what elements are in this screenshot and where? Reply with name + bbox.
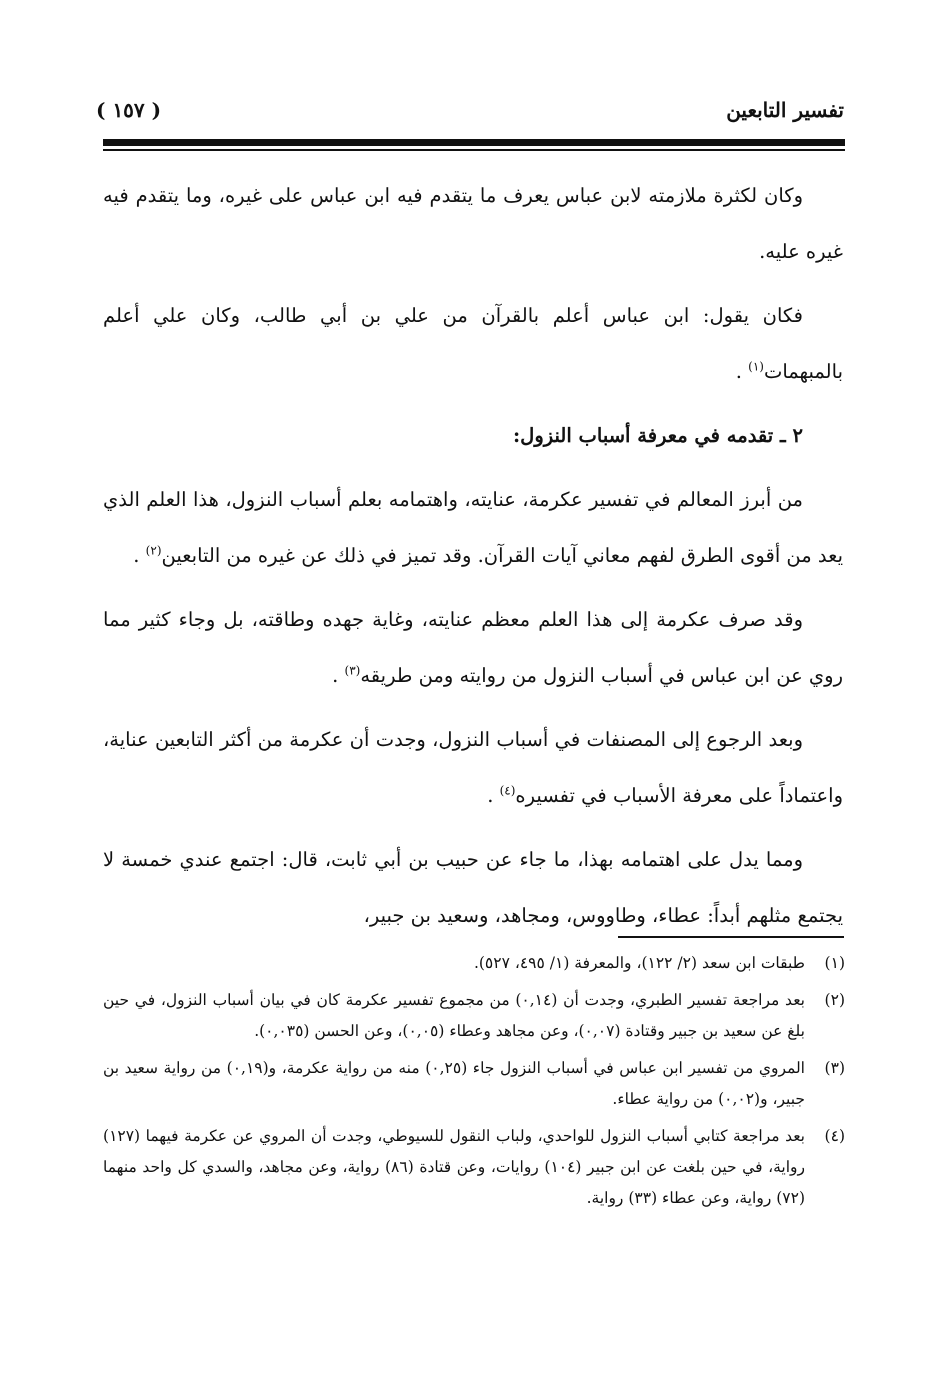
footnote-reference: (٣) (344, 663, 361, 678)
paragraph-text: وبعد الرجوع إلى المصنفات في أسباب النزول، وجدت أن عكرمة من أكثر التابعين عناية، واعتماداً على معرفة الأسباب في تفسيره (103, 728, 843, 807)
paragraph-end: . (332, 664, 345, 687)
header-rule-thick (103, 139, 845, 146)
footnote-text: بعد مراجعة كتابي أسباب النزول للواحدي، ولباب النقول للسيوطي، وجدت أن المروي عن عكرمة فيهما (١٢٧) رواية، في حين بلغت عن ابن جبير (١٠٤) روايات، وعن قتادة (٨٦) رواية، وعن مجاهد، والسدي كل واحد منهما (٧٢) رواية، وعن عطاء (٣٣) رواية. (103, 1127, 806, 1207)
footnote-number: (٢) (824, 991, 845, 1009)
paragraph (103, 832, 843, 944)
footnote-reference: (٤) (499, 783, 516, 798)
paragraph (103, 712, 843, 824)
section-heading: ٢ ـ تقدمه في معرفة أسباب النزول: (512, 424, 803, 447)
footnote-reference: (١) (748, 359, 764, 374)
footnote-number: (٣) (824, 1059, 845, 1077)
footnote-number: (١) (824, 954, 845, 972)
running-header (96, 92, 844, 132)
footnote (103, 1053, 845, 1115)
paragraph (103, 168, 843, 280)
footnote-text: طبقات ابن سعد (٢/ ١٢٢)، والمعرفة (١/ ٤٩٥، ٥٢٧). (473, 954, 805, 972)
paragraph-text: وقد صرف عكرمة إلى هذا العلم معظم عنايته، وغاية جهده وطاقته، بل وجاء كثير مما روي عن ابن عباس في أسباب النزول من روايته ومن طريقه (103, 608, 843, 687)
paragraph-end: . (735, 360, 749, 383)
paragraph-text: وكان لكثرة ملازمته لابن عباس يعرف ما يتقدم فيه ابن عباس على غيره، وما يتقدم فيه غيره عليه. (103, 184, 843, 263)
page-number: ( ١٥٧ ) (96, 98, 162, 122)
footnote (103, 948, 845, 979)
header-rule-thin (103, 149, 845, 151)
footnote-text: بعد مراجعة تفسير الطبري، وجدت أن (٠,١٤) من مجموع تفسير عكرمة كان في بيان أسباب النزول، في حين بلغ عن سعيد بن جبير وقتادة (٠,٠٧)، وعن مجاهد وعطاء (٠,٠٥)، وعن الحسن (٠,٠٣٥). (103, 991, 805, 1040)
paragraph (103, 592, 843, 704)
footnote (103, 1121, 845, 1214)
paragraph-end: . (133, 544, 146, 567)
main-text (103, 168, 843, 952)
footnote-number: (٤) (824, 1127, 845, 1145)
paragraph-text: من أبرز المعالم في تفسير عكرمة، عنايته، واهتمامه بعلم أسباب النزول، هذا العلم الذي يعد من أقوى الطرق لفهم معاني آيات القرآن. وقد تميز في ذلك عن غيره من التابعين (103, 488, 843, 567)
footnote-separator (618, 936, 844, 938)
footnotes (103, 948, 845, 1220)
paragraph (103, 472, 843, 584)
footnote-text: المروي من تفسير ابن عباس في أسباب النزول جاء (٠,٢٥) منه من رواية عكرمة، و(٠,١٩) من رواية سعيد بن جبير، و(٠,٠٢) من رواية عطاء. (103, 1059, 805, 1108)
footnote-reference: (٢) (145, 543, 162, 558)
paragraph-end: . (487, 784, 500, 807)
paragraph (103, 288, 843, 400)
footnote (103, 985, 845, 1047)
paragraph-text: ومما يدل على اهتمامه بهذا، ما جاء عن حبيب بن أبي ثابت، قال: اجتمع عندي خمسة لا يجتمع مثلهم أبداً: عطاء، وطاووس، ومجاهد، وسعيد بن جبير، (103, 848, 843, 927)
running-title: تفسير التابعين (726, 98, 844, 122)
paragraph-text: فكان يقول: ابن عباس أعلم بالقرآن من علي بن أبي طالب، وكان علي أعلم بالمبهمات (103, 304, 843, 383)
